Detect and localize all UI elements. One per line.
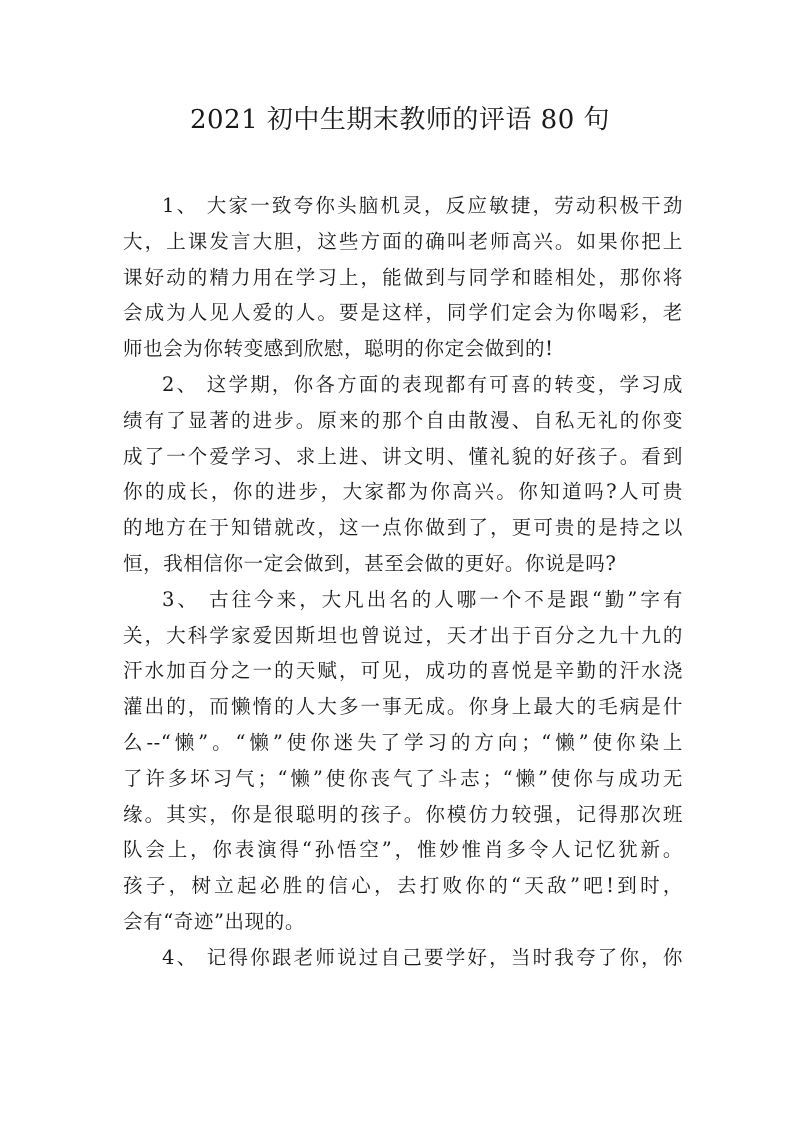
paragraph-1-line-5: 师也会为你转变感到欣慰，聪明的你定会做到的! [123, 337, 554, 361]
paragraph-1-line-1: 1、 大家一致夸你头脑机灵，反应敏捷，劳动积极干劲 [162, 194, 683, 217]
paragraph-3-line-4: 灌出的，而懒惰的人大多一事无成。你身上最大的毛病是什 [123, 695, 683, 719]
paragraph-3-line-1: 3、 古往今来，大凡出名的人哪一个不是跟“勤”字有 [162, 587, 683, 611]
paragraph-1-line-4: 会成为人见人爱的人。要是这样，同学们定会为你喝彩，老 [123, 301, 683, 325]
paragraph-2-line-6: 恒，我相信你一定会做到，甚至会做的更好。你说是吗? [123, 551, 617, 575]
document-title: 2021 初中生期末教师的评语 80 句 [189, 105, 611, 135]
paragraph-1-line-3: 课好动的精力用在学习上，能做到与同学和睦相处，那你将 [123, 265, 683, 289]
paragraph-2-line-2: 绩有了显著的进步。原来的那个自由散漫、自私无礼的你变 [123, 408, 683, 432]
paragraph-3-line-5: 么--“懒”。“懒”使你迷失了学习的方向；“懒”使你染上 [123, 730, 683, 754]
paragraph-3-line-10: 会有“奇迹”出现的。 [123, 909, 305, 933]
paragraph-2-line-1: 2、 这学期，你各方面的表现都有可喜的转变，学习成 [162, 372, 683, 396]
paragraph-2-line-3: 成了一个爱学习、求上进、讲文明、懂礼貌的好孩子。看到 [123, 444, 683, 468]
document-body [123, 188, 683, 976]
paragraph-3-line-9: 孩子，树立起必胜的信心，去打败你的“天敌”吧!到时， [123, 874, 683, 898]
paragraph-3-line-3: 汗水加百分之一的天赋，可见，成功的喜悦是辛勤的汗水浇 [123, 659, 683, 683]
paragraph-3-line-6: 了许多坏习气；“懒”使你丧气了斗志；“懒”使你与成功无 [123, 766, 683, 790]
paragraph-2-line-5: 的地方在于知错就改，这一点你做到了，更可贵的是持之以 [123, 516, 683, 540]
paragraph-1-line-2: 大，上课发言大胆，这些方面的确叫老师高兴。如果你把上 [123, 229, 683, 253]
paragraph-3-line-2: 关，大科学家爱因斯坦也曾说过，天才出于百分之九十九的 [123, 623, 683, 647]
paragraph-4-line-1: 4、 记得你跟老师说过自己要学好，当时我夸了你，你 [162, 945, 683, 969]
paragraph-2-line-4: 你的成长，你的进步，大家都为你高兴。你知道吗?人可贵 [123, 480, 683, 504]
paragraph-3-line-7: 缘。其实，你是很聪明的孩子。你模仿力较强，记得那次班 [123, 802, 683, 826]
paragraph-3-line-8: 队会上，你表演得“孙悟空”，惟妙惟肖多令人记忆犹新。 [123, 838, 683, 862]
